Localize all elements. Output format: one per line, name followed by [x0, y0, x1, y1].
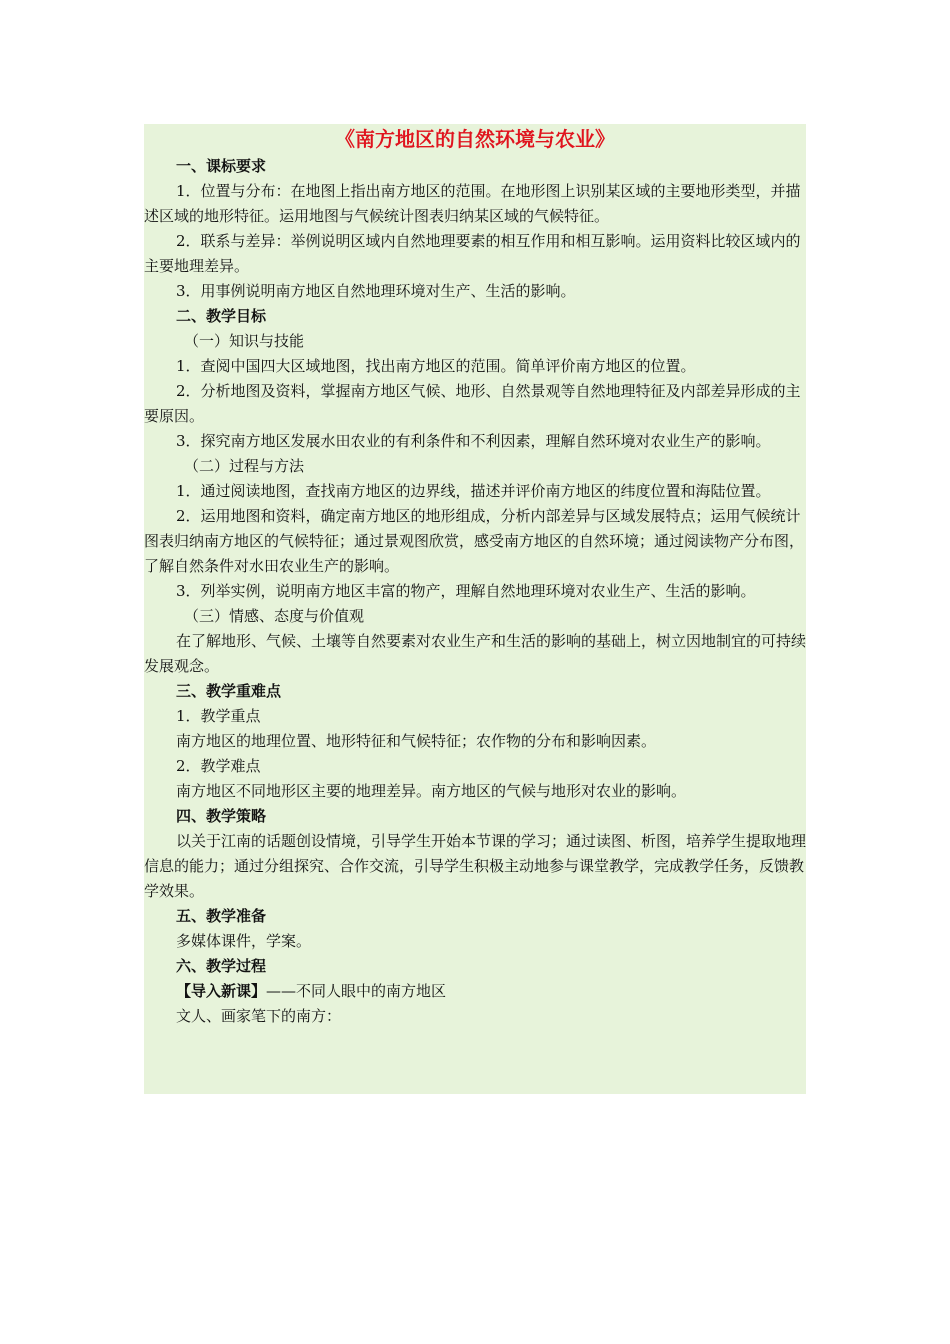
subsection-heading: （三）情感、态度与价值观	[184, 607, 365, 625]
section-heading-curriculum: 一、课标要求	[176, 157, 267, 175]
lead-in-label: 【导入新课】	[176, 982, 267, 1000]
paragraph: 3．探究南方地区发展水田农业的有利条件和不利因素，理解自然环境对农业生产的影响。	[176, 432, 771, 450]
lead-in-text: ——不同人眼中的南方地区	[266, 982, 447, 1000]
paragraph: 2．联系与差异：举例说明区域内自然地理要素的相互作用和相互影响。运用资料比较区域内的主要地理差异。	[144, 232, 801, 275]
section-heading-objectives: 二、教学目标	[176, 307, 267, 325]
paragraph: 南方地区的地理位置、地形特征和气候特征；农作物的分布和影响因素。	[176, 732, 657, 750]
subsection-heading: （二）过程与方法	[184, 457, 305, 475]
paragraph: 2．运用地图和资料，确定南方地区的地形组成，分析内部差异与区域发展特点；运用气候统计图表归纳南方地区的气候特征；通过景观图欣赏，感受南方地区的自然环境；通过阅读物产分布图，了解自然条件对水田农业生产的影响。	[144, 507, 805, 575]
paragraph: 文人、画家笔下的南方：	[176, 1007, 342, 1025]
paragraph: 3．列举实例，说明南方地区丰富的物产，理解自然地理环境对农业生产、生活的影响。	[176, 582, 756, 600]
section-heading-preparation: 五、教学准备	[176, 907, 267, 925]
paragraph: 在了解地形、气候、土壤等自然要素对农业生产和生活的影响的基础上，树立因地制宜的可持续发展观念。	[144, 632, 807, 675]
lead-in-line	[144, 979, 806, 1004]
subsection-heading: （一）知识与技能	[184, 332, 305, 350]
document-page	[144, 124, 806, 1094]
paragraph: 1．位置与分布：在地图上指出南方地区的范围。在地形图上识别某区域的主要地形类型，并描述区域的地形特征。运用地图与气候统计图表归纳某区域的气候特征。	[144, 182, 801, 225]
paragraph: 3．用事例说明南方地区自然地理环境对生产、生活的影响。	[176, 282, 576, 300]
document-title: 《南方地区的自然环境与农业》	[335, 127, 615, 151]
section-heading-process: 六、教学过程	[176, 957, 267, 975]
paragraph: 南方地区不同地形区主要的地理差异。南方地区的气候与地形对农业的影响。	[176, 782, 687, 800]
subsection-heading: 1．教学重点	[176, 707, 261, 725]
paragraph: 多媒体课件，学案。	[176, 932, 312, 950]
section-heading-strategy: 四、教学策略	[176, 807, 267, 825]
paragraph: 1．通过阅读地图，查找南方地区的边界线，描述并评价南方地区的纬度位置和海陆位置。	[176, 482, 771, 500]
paragraph: 2．分析地图及资料，掌握南方地区气候、地形、自然景观等自然地理特征及内部差异形成的主要原因。	[144, 382, 801, 425]
section-heading-key-points: 三、教学重难点	[176, 682, 282, 700]
paragraph: 1．查阅中国四大区域地图，找出南方地区的范围。简单评价南方地区的位置。	[176, 357, 696, 375]
paragraph: 以关于江南的话题创设情境，引导学生开始本节课的学习；通过读图、析图，培养学生提取地理信息的能力；通过分组探究、合作交流，引导学生积极主动地参与课堂教学，完成教学任务，反馈教学效果。	[144, 832, 807, 900]
subsection-heading: 2．教学难点	[176, 757, 261, 775]
